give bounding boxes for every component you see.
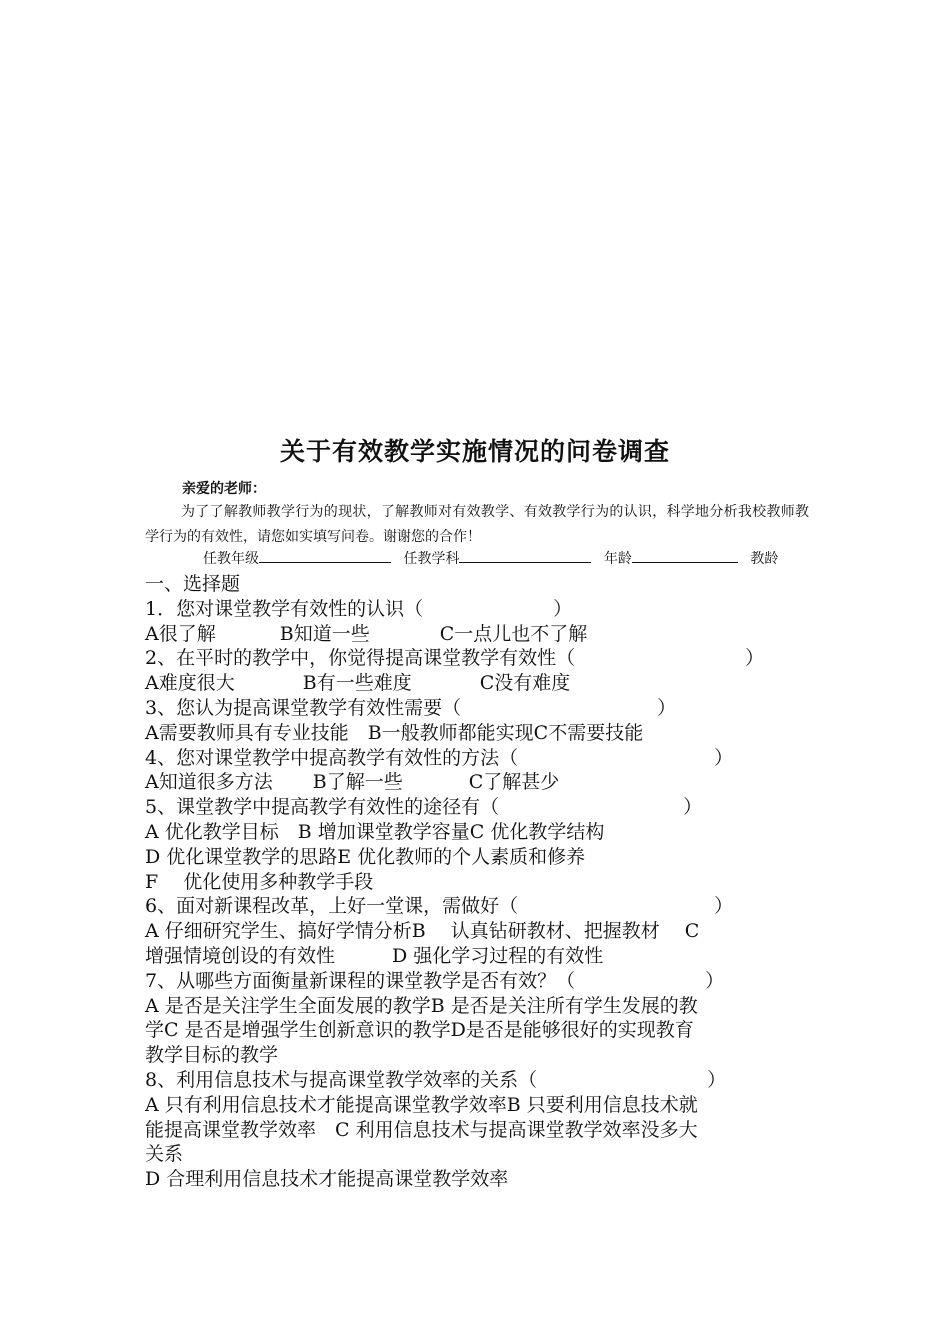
option: B知道一些: [279, 622, 370, 645]
question-8: 8、利用信息技术与提高课堂教学效率的关系（ ）: [145, 1068, 727, 1091]
question-1-options: [145, 622, 805, 647]
option: C没有难度: [479, 672, 571, 695]
question-7-options-3: 教学目标的教学: [145, 1044, 279, 1067]
age-blank: [632, 548, 738, 563]
question-2-options: [145, 671, 805, 696]
question-6-options-2: 增强情境创设的有效性 D 强化学习过程的有效性: [145, 944, 604, 967]
question-8-options-4: D 合理利用信息技术才能提高课堂教学效率: [145, 1168, 509, 1191]
question-7: 7、从哪些方面衡量新课程的课堂教学是否有效？（ ）: [145, 969, 725, 992]
question-8-options-2: 能提高课堂教学效率 C 利用信息技术与提高课堂教学效率没多大: [145, 1118, 698, 1141]
greeting: 亲爱的老师：: [182, 481, 266, 497]
question-5-options-1: A 优化教学目标 B 增加课堂教学容量C 优化教学结构: [145, 820, 605, 843]
question-8-options-3: 关系: [145, 1143, 184, 1166]
section-heading: 一、选择题: [145, 573, 241, 595]
subject-blank: [459, 548, 591, 563]
grade-blank: [259, 548, 391, 563]
question-7-options-1: A 是否是关注学生全面发展的教学B 是否是关注所有学生发展的教: [145, 994, 698, 1017]
years-label: 教龄: [750, 551, 779, 567]
age-label: 年龄: [603, 551, 632, 567]
question-2: 2、在平时的教学中，你觉得提高课堂教学有效性（ ）: [145, 647, 765, 670]
question-5-options-2: D 优化课堂教学的思路E 优化教师的个人素质和修养: [145, 845, 586, 868]
question-8-options-1: A 只有利用信息技术才能提高课堂教学效率B 只要利用信息技术就: [145, 1093, 698, 1116]
questionnaire-body: [145, 572, 805, 1192]
option: B了解一些: [312, 771, 403, 794]
subject-label: 任教学科: [403, 551, 460, 567]
question-3: 3、您认为提高课堂教学有效性需要（ ）: [145, 696, 677, 719]
option: C一点儿也不了解: [439, 622, 588, 645]
question-7-options-2: 学C 是否是增强学生创新意识的教学D是否是能够很好的实现教育: [145, 1019, 694, 1042]
option: C了解甚少: [468, 771, 560, 794]
question-3-options: A需要教师具有专业技能 B一般教师都能实现C不需要技能: [145, 721, 644, 744]
question-4: 4、您对课堂教学中提高教学有效性的方法（ ）: [145, 746, 734, 769]
option: A很了解: [145, 622, 216, 645]
option: A难度很大: [145, 672, 235, 695]
respondent-fields: [203, 548, 813, 568]
option: A知道很多方法: [145, 771, 273, 794]
question-6: 6、面对新课程改革，上好一堂课，需做好（ ）: [145, 895, 734, 918]
question-4-options: [145, 770, 805, 795]
question-6-options-1: A 仔细研究学生、搞好学情分析B 认真钻研教材、把握教材 C: [145, 920, 700, 943]
question-5-options-3: F 优化使用多种教学手段: [145, 870, 374, 893]
option: B有一些难度: [302, 672, 412, 695]
question-5: 5、课堂教学中提高教学有效性的途径有（ ）: [145, 796, 703, 819]
grade-label: 任教年级: [203, 551, 259, 567]
question-1: 1．您对课堂教学有效性的认识（ ）: [145, 597, 573, 620]
page-title: 关于有效教学实施情况的问卷调查: [279, 437, 670, 466]
intro-paragraph: 为了了解教师教学行为的现状，了解教师对有效教学、有效教学行为的认识，科学地分析我校教师教学行为的有效性，请您如实填写问卷。谢谢您的合作！: [145, 504, 809, 545]
